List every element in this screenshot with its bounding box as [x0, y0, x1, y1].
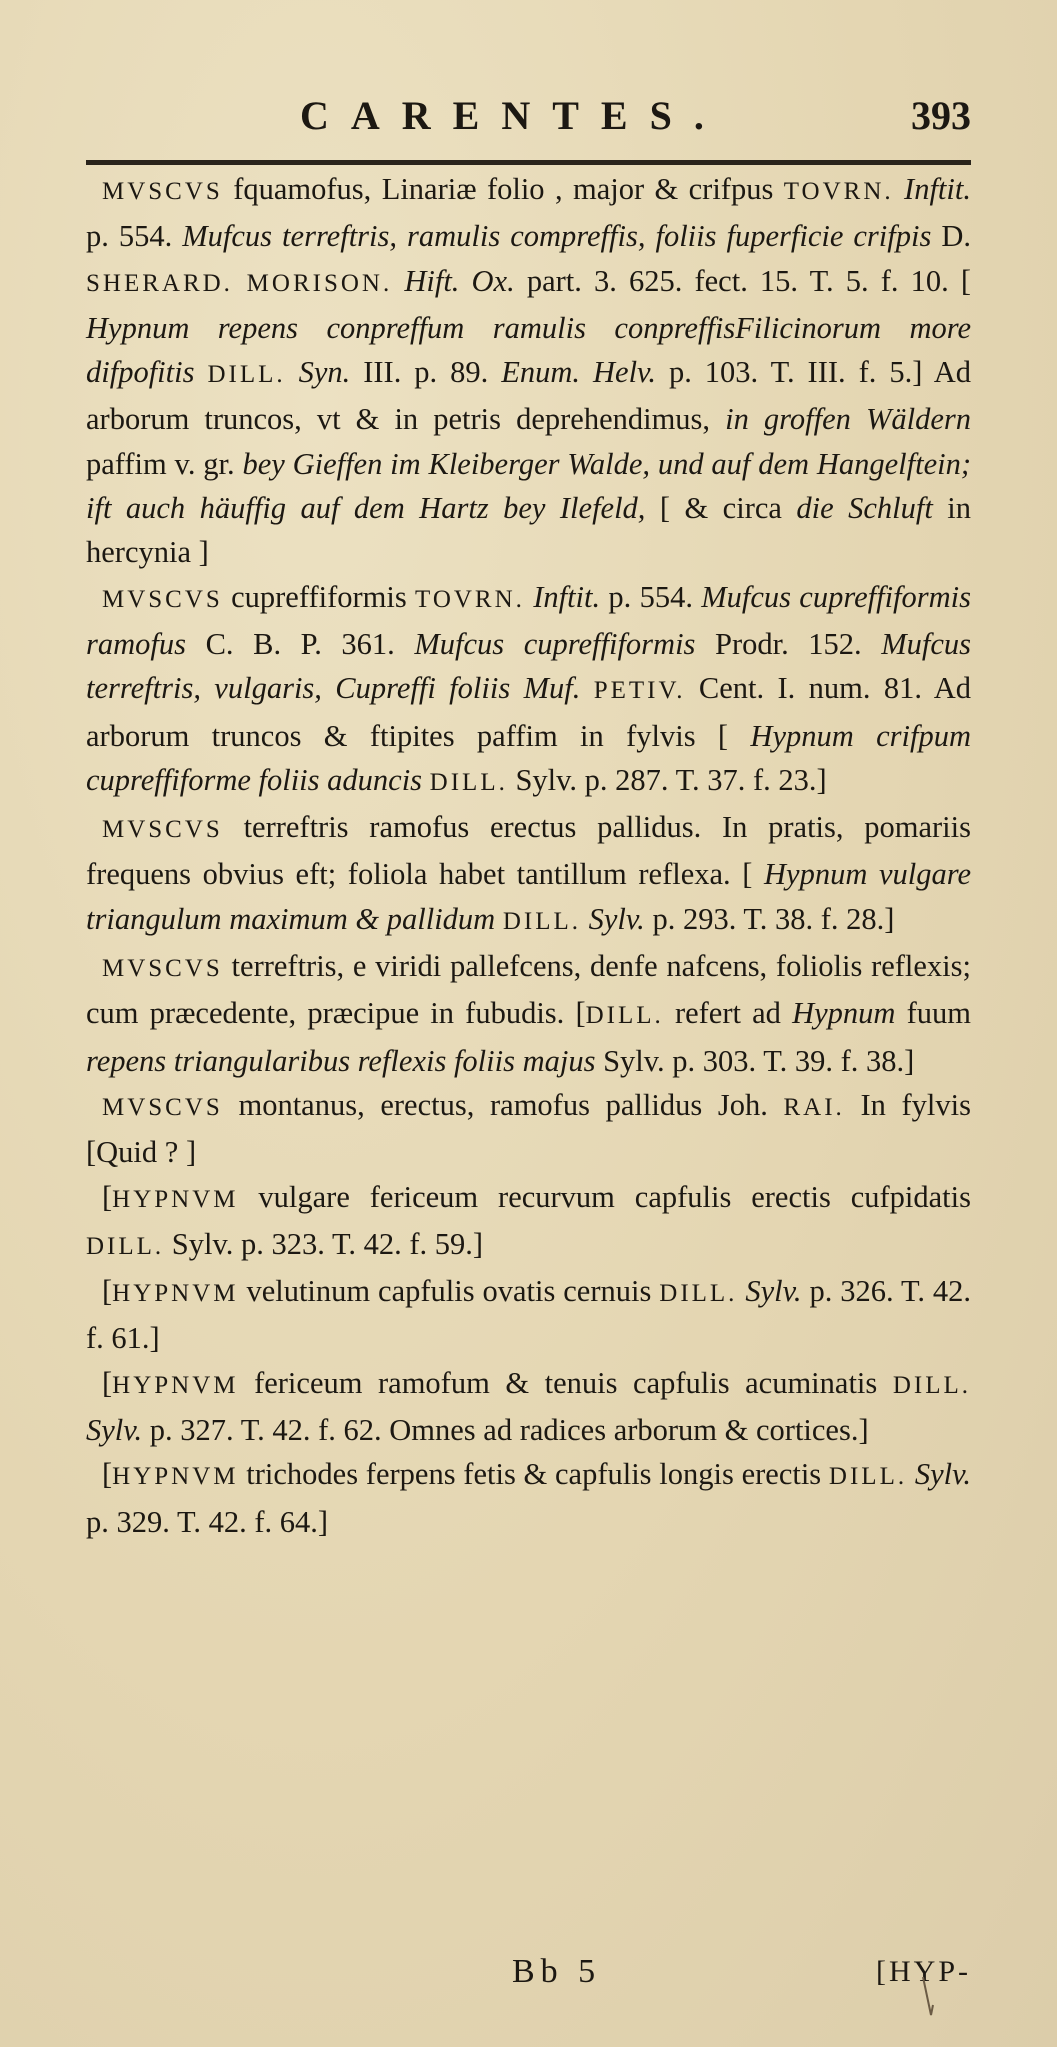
text-run: Cent. I. num. 81. Ad arborum truncos & ftipites paffim in fylvis [	[86, 671, 971, 753]
text-run: in hercynia ]	[86, 491, 971, 570]
italic-text: Sylv.	[745, 1274, 802, 1309]
italic-text: Mufcus cupreffiformis ramofus	[86, 579, 971, 661]
text-run: p. 329. T. 42. f. 64.]	[86, 1504, 329, 1539]
text-run: p. 103. T. III. f. 5.] Ad arborum truncos, vt & in petris deprehendimus,	[86, 355, 971, 437]
text-run	[495, 902, 503, 936]
text-run: [	[102, 1457, 113, 1492]
text-run: part. 3. 625. fect. 15. T. 5. f. 10. [	[514, 263, 972, 298]
page-number: 393	[911, 93, 971, 138]
text-run: p. 554.	[600, 579, 702, 614]
italic-text: Hift. Ox.	[392, 263, 515, 298]
text-run: Sylv. p. 303. T. 39. f. 38.]	[595, 1043, 915, 1078]
smallcaps-text: MVSCVS	[102, 955, 223, 983]
text-run: vulgare fericeum recurvum capfulis erectis cufpidatis	[238, 1179, 971, 1214]
italic-text: Hypnum	[792, 996, 896, 1031]
smallcaps-text: HYPNVM	[112, 1280, 239, 1308]
smallcaps-text: RAI.	[783, 1093, 845, 1121]
text-run: [	[102, 1365, 113, 1400]
catchword: [HYP-	[876, 1955, 971, 1988]
italic-text: repens triangularibus reflexis foliis majus	[86, 1043, 596, 1078]
italic-text: Mufcus cupreffiformis	[414, 626, 696, 661]
smallcaps-text: TOVRN.	[415, 585, 525, 613]
text-run: fuum	[895, 996, 971, 1031]
italic-text: Enum. Helv.	[501, 355, 656, 390]
paragraph	[86, 1269, 971, 1361]
text-run: p. 326. T. 42. f. 61.]	[86, 1274, 971, 1356]
smallcaps-text: DILL.	[429, 768, 508, 796]
italic-text: in groffen Wäldern	[725, 402, 971, 437]
text-run: cupreffiformis	[222, 579, 415, 614]
smallcaps-text: DILL.	[502, 907, 582, 935]
smallcaps-text: HYPNVM	[112, 1371, 239, 1399]
paragraph	[86, 575, 971, 805]
paragraph	[86, 805, 971, 944]
text-run: terreftris, e viridi pallefcens, denfe nafcens, foliolis reflexis; cum præcedente, præcipue in fubudis. [	[86, 949, 971, 1031]
text-run: [ & circa	[645, 491, 797, 526]
italic-text: Hypnum crifpum cupreffiforme foliis aduncis	[86, 718, 971, 797]
text-run: Sylv. p. 287. T. 37. f. 23.]	[507, 762, 827, 797]
smallcaps-text: DILL.	[585, 1002, 664, 1030]
italic-text: Mufcus terreftris, vulgaris, Cupreffi foliis Muf.	[86, 626, 972, 706]
text-run: velutinum capfulis ovatis cernuis	[238, 1274, 660, 1309]
italic-text: Hypnum repens conpreffum ramulis conpreffisFilicinorum more difpofitis	[86, 310, 971, 390]
text-run: p. 327. T. 42. f. 62. Omnes ad radices arborum & cortices.]	[142, 1413, 869, 1448]
italic-text: bey Gieffen im Kleiberger Walde, und auf dem Hangelftein; ift auch häuffig auf dem Hartz bey Ilefeld,	[86, 446, 971, 526]
text-run: fquamofus, Linariæ folio , major & crifpus	[222, 172, 784, 206]
italic-text: Sylv.	[907, 1457, 971, 1492]
italic-text: Hypnum vulgare triangulum maximum & pallidum	[86, 857, 971, 936]
text-run: C. B. P. 361.	[186, 626, 415, 661]
smallcaps-text: DILL.	[86, 1232, 165, 1260]
paragraph	[86, 167, 971, 575]
text-run: paffim v. gr.	[86, 446, 243, 481]
text-run	[422, 763, 430, 797]
text-run: In fylvis [Quid ? ]	[86, 1087, 972, 1170]
page-footer	[0, 1953, 1057, 2003]
text-run: Sylv. p. 323. T. 42. f. 59.]	[164, 1226, 484, 1261]
smallcaps-text: HYPNVM	[112, 1463, 239, 1491]
text-run: D.	[931, 219, 972, 254]
smallcaps-text: MVSCVS	[102, 585, 223, 613]
page-header	[0, 92, 1057, 152]
paragraph	[86, 1452, 971, 1544]
smallcaps-text: HYPNVM	[112, 1185, 239, 1213]
paragraph	[86, 1083, 971, 1175]
italic-text: Sylv.	[581, 901, 645, 936]
text-run: terreftris ramofus erectus pallidus. In pratis, pomariis frequens obvius eft; foliola habet tantillum reflexa. [	[86, 810, 971, 892]
text-run: Prodr. 152.	[695, 626, 882, 661]
smallcaps-text: TOVRN.	[783, 178, 894, 205]
running-head: CARENTES.	[300, 93, 726, 138]
text-run: [	[102, 1179, 113, 1214]
text-run: trichodes ferpens fetis & capfulis longis erectis	[238, 1457, 829, 1492]
italic-text: die Schluft	[796, 491, 933, 526]
paragraph	[86, 1175, 971, 1270]
text-run: III. p. 89.	[350, 355, 502, 390]
pencil-mark-icon	[921, 1975, 935, 2021]
italic-text: Sylv.	[86, 1413, 143, 1448]
italic-text: Inftit.	[524, 579, 601, 614]
smallcaps-text: DILL.	[828, 1463, 908, 1491]
signature-mark: Bb 5	[512, 1953, 602, 1990]
smallcaps-text: PETIV.	[593, 677, 686, 705]
smallcaps-text: DILL.	[892, 1371, 971, 1399]
paragraph	[86, 944, 971, 1083]
smallcaps-text: SHERARD. MORISON.	[86, 269, 393, 297]
smallcaps-text: DILL.	[207, 361, 286, 389]
paragraph	[86, 1361, 971, 1453]
body-text	[86, 167, 971, 1544]
header-rule	[86, 160, 971, 165]
smallcaps-text: DILL.	[659, 1280, 738, 1308]
smallcaps-text: MVSCVS	[102, 816, 223, 844]
italic-text: Mufcus terreftris, ramulis compreffis, foliis fuperficie crifpis	[182, 219, 932, 254]
text-run: p. 293. T. 38. f. 28.]	[644, 901, 895, 936]
italic-text: Syn.	[285, 355, 351, 390]
text-run: montanus, erectus, ramofus pallidus Joh.	[222, 1087, 784, 1122]
smallcaps-text: MVSCVS	[102, 1093, 223, 1121]
italic-text: Inftit.	[893, 172, 971, 206]
text-run: [	[102, 1274, 113, 1309]
text-run: fericeum ramofum & tenuis capfulis acuminatis	[238, 1365, 893, 1400]
text-run: refert ad	[663, 996, 793, 1031]
text-run	[580, 671, 593, 705]
smallcaps-text: MVSCVS	[102, 178, 223, 205]
text-run	[194, 355, 207, 389]
text-run: p. 554.	[86, 219, 183, 254]
